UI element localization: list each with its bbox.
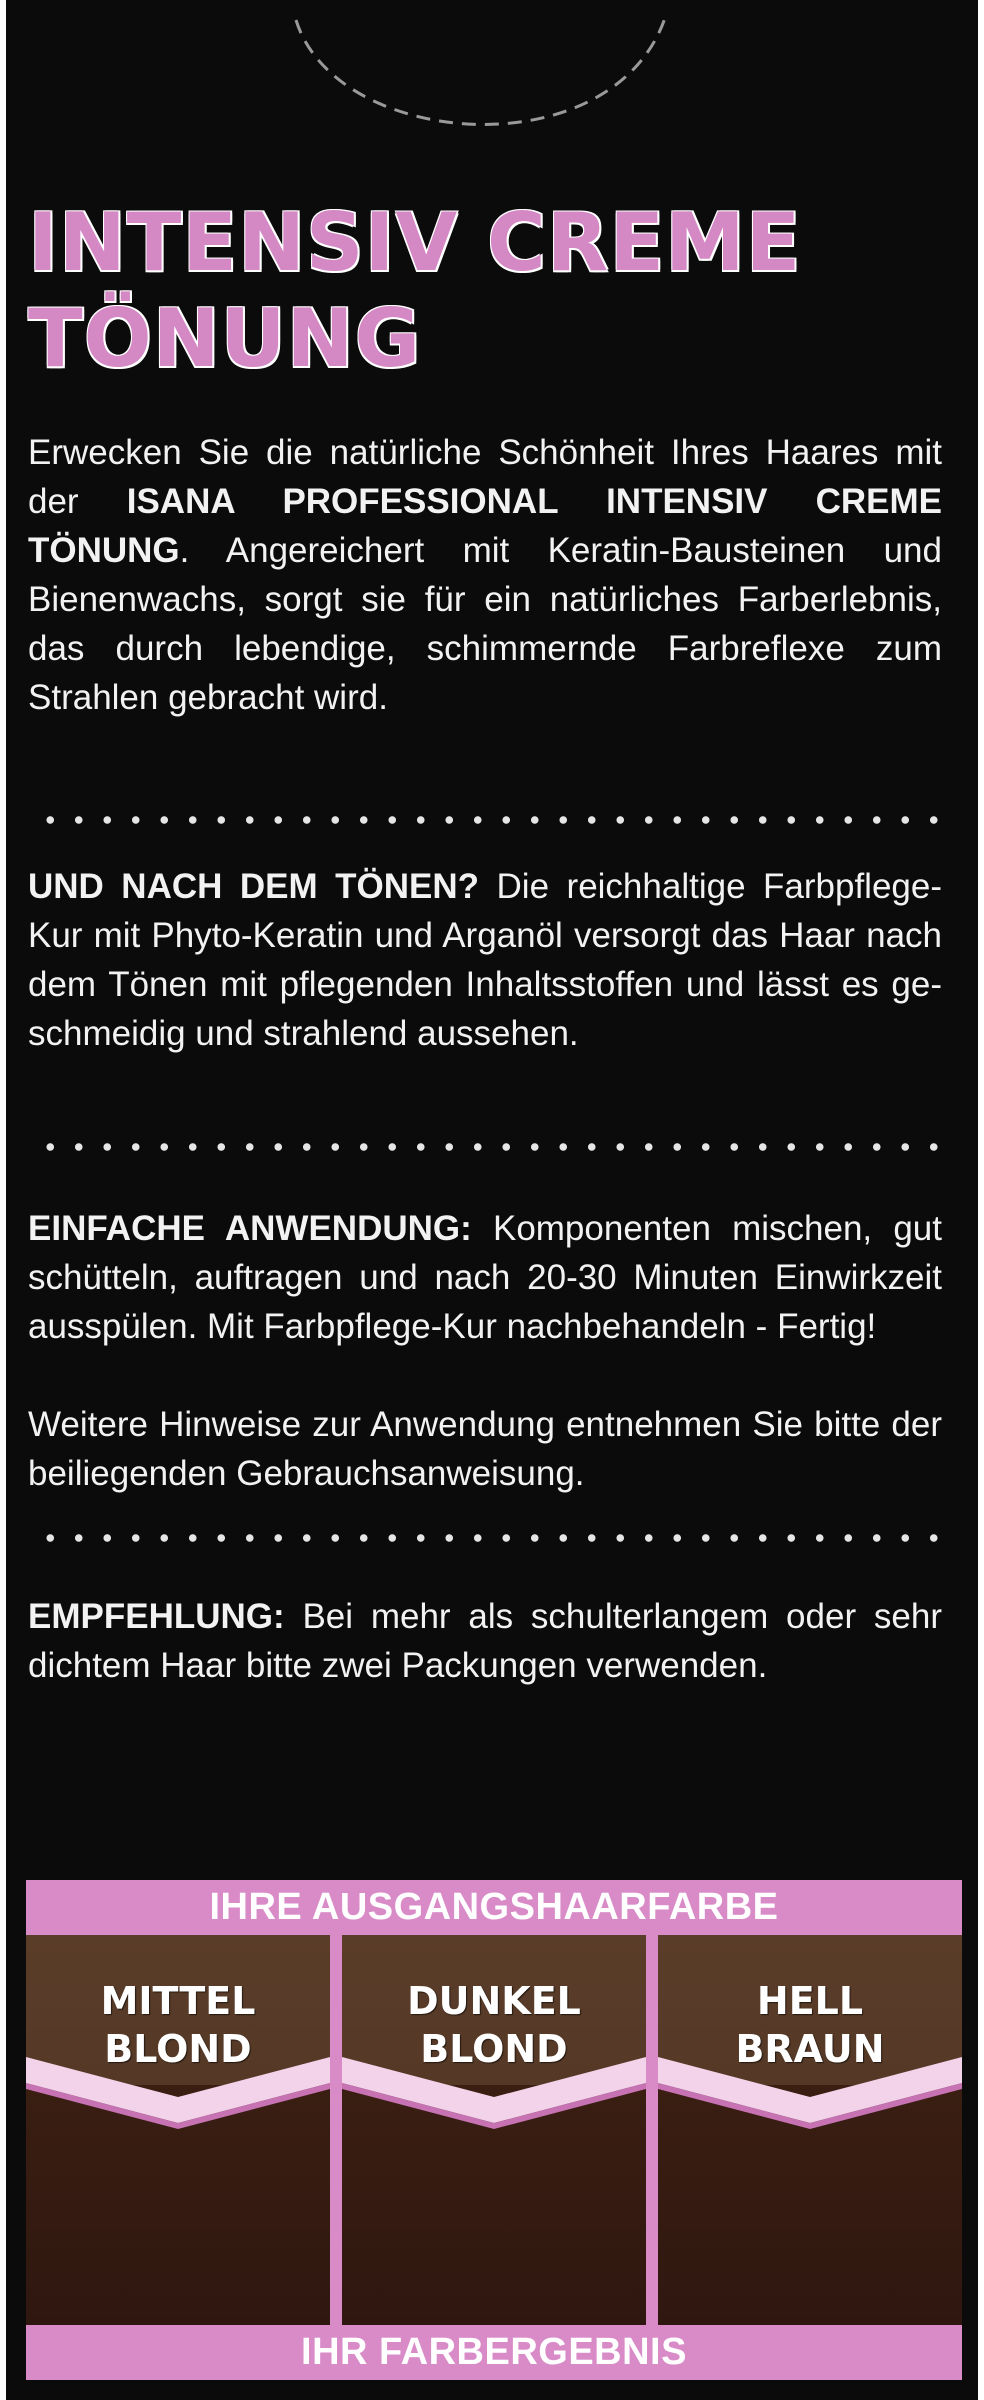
usage-heading: EINFACHE ANWENDUNG: [28, 1209, 472, 1248]
start-color-line-1: HELL [756, 1979, 864, 2023]
recommendation-body: Bei mehr als schulterlangem oder sehr dichtem Haar bitte zwei Packungen verwenden. [28, 1597, 942, 1685]
start-color-line-1: DUNKEL [407, 1979, 581, 2023]
after-toning-paragraph [28, 862, 942, 1058]
intro-text-end: . Angereichert mit Keratin-Bausteinen und Bienenwachs, sorgt sie für ein natürliches Farberlebnis, das durch lebendige, schimmernde Farbreflexe zum Strahlen gebracht wird. [28, 531, 942, 717]
swatch-column-mittelblond [26, 1935, 330, 2325]
usage-body: Komponenten mischen, gut schütteln, auftragen und nach 20-30 Minuten Einwirkzeit ausspülen. Mit Farbpflege-Kur nachbehandeln - Fertig! [28, 1209, 943, 1346]
start-color-line-1: MITTEL [100, 1979, 256, 2023]
product-title-line-2: TÖNUNG [28, 292, 422, 385]
start-color-line-2: BLOND [104, 2027, 252, 2071]
start-color-line-2: BRAUN [735, 2027, 885, 2071]
packaging-panel [6, 0, 978, 2400]
hanger-hole-outline [276, 0, 696, 190]
intro-paragraph [28, 428, 942, 722]
product-title [28, 195, 801, 387]
usage-notes-paragraph [28, 1400, 942, 1498]
dotted-divider [36, 815, 948, 825]
product-title-line-1: INTENSIV CREME [28, 196, 802, 289]
chart-header-label: IHRE AUSGANGSHAARFARBE [209, 1886, 779, 1928]
brand-name: ISANA PROFESSIONAL INTENSIV CREME TÖNUNG [28, 482, 942, 570]
color-result-chart [26, 1880, 962, 2380]
after-toning-body: Die reichhaltige Farbpflege-Kur mit Phyto-Keratin und Arganöl versorgt das Haar nach dem Tönen mit pflegenden Inhaltsstoffen und lässt es geschmeidig und strahlend aussehen. [28, 867, 942, 1053]
usage-paragraph [28, 1204, 942, 1351]
recommendation-paragraph [28, 1592, 942, 1690]
recommendation-heading: EMPFEHLUNG: [28, 1597, 285, 1636]
start-color-label [26, 1977, 330, 2073]
usage-notes: Weitere Hinweise zur Anwendung entnehmen Sie bitte der beiliegenden Gebrauchsanweisung. [28, 1405, 942, 1493]
start-color-label [342, 1977, 646, 2073]
dotted-divider [36, 1533, 948, 1543]
swatch-column-dunkelblond [342, 1935, 646, 2325]
chart-footer-label: IHR FARBERGEBNIS [301, 2331, 687, 2373]
intro-text-start: Erwecken Sie die natürliche Schönheit Ihres Haares mit der [28, 433, 942, 521]
dotted-divider [36, 1142, 948, 1152]
swatch-column-hellbraun [658, 1935, 962, 2325]
start-color-line-2: BLOND [420, 2027, 568, 2071]
after-toning-heading: UND NACH DEM TÖNEN? [28, 867, 480, 906]
start-color-label [658, 1977, 962, 2073]
